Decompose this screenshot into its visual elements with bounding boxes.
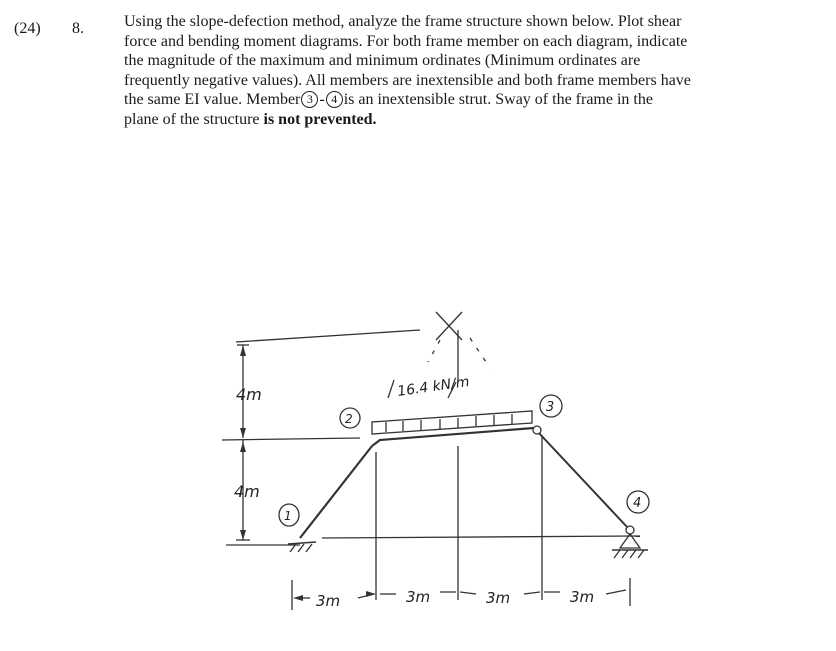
support-1-hatch bbox=[306, 544, 312, 552]
dim-arrow-up bbox=[240, 442, 246, 452]
span-arrow bbox=[524, 592, 540, 594]
line5-dash: - bbox=[319, 91, 325, 108]
apex-dash-left bbox=[428, 340, 440, 362]
span-arrowhead bbox=[366, 591, 376, 597]
problem-line-1: Using the slope-defection method, analyze the frame structure shown below. Plot shear bbox=[124, 13, 682, 30]
dim-arrow-up bbox=[240, 345, 246, 356]
support-4-hatch bbox=[638, 550, 644, 558]
hinge-node-4 bbox=[626, 526, 634, 534]
ref-line-bottom-right bbox=[322, 536, 640, 538]
hinge-node-3 bbox=[533, 426, 541, 434]
load-label-slash bbox=[388, 380, 394, 398]
problem-line-2: force and bending moment diagrams. For both frame member on each diagram, indicate bbox=[124, 32, 688, 50]
load-label: 16.4 kN/m bbox=[396, 374, 471, 400]
line6-text-a: plane of the structure bbox=[124, 110, 264, 128]
dim-arrow-down bbox=[240, 428, 246, 438]
support-4-hatch bbox=[614, 550, 620, 558]
span-label-1: 3m bbox=[316, 592, 341, 610]
support-4-hatch bbox=[622, 550, 628, 558]
ref-line-top bbox=[236, 330, 420, 342]
support-4-hatch bbox=[630, 550, 636, 558]
member-node-3-circle: 3 bbox=[301, 91, 318, 108]
member-node-4-circle: 4 bbox=[326, 91, 343, 108]
span-arrow bbox=[460, 592, 476, 594]
span-arrowhead bbox=[293, 595, 303, 601]
span-label-2: 3m bbox=[406, 588, 431, 606]
node-label-1: 1 bbox=[284, 509, 292, 523]
member-2-3-beam bbox=[372, 428, 534, 446]
member-3-4-strut bbox=[538, 432, 628, 528]
ref-line-mid bbox=[222, 438, 360, 440]
node-label-3: 3 bbox=[546, 400, 555, 415]
span-label-3: 3m bbox=[486, 589, 511, 607]
apex-dash-right bbox=[470, 338, 490, 368]
member-1-2 bbox=[300, 446, 372, 538]
height-label-lower: 4m bbox=[234, 482, 260, 501]
line6-bold: is not prevented. bbox=[263, 110, 377, 128]
line5-text-a: the same EI value. Member bbox=[124, 91, 301, 108]
problem-line-3: the magnitude of the maximum and minimum ordinates (Minimum ordinates are bbox=[124, 52, 641, 69]
node-label-4: 4 bbox=[633, 496, 642, 511]
span-arrow bbox=[606, 590, 626, 594]
line5-text-b: is an inextensible strut. Sway of the frame in the bbox=[343, 91, 653, 108]
span-label-4: 3m bbox=[570, 588, 595, 606]
height-label-upper: 4m bbox=[236, 385, 262, 404]
dim-arrow-down bbox=[240, 530, 246, 540]
problem-line-4: frequently negative values). All members are inextensible and both frame members have bbox=[124, 71, 691, 89]
question-points: (24) bbox=[14, 20, 41, 37]
support-1-base bbox=[288, 542, 316, 544]
node-label-2: 2 bbox=[345, 412, 353, 426]
question-number: 8. bbox=[72, 20, 84, 37]
